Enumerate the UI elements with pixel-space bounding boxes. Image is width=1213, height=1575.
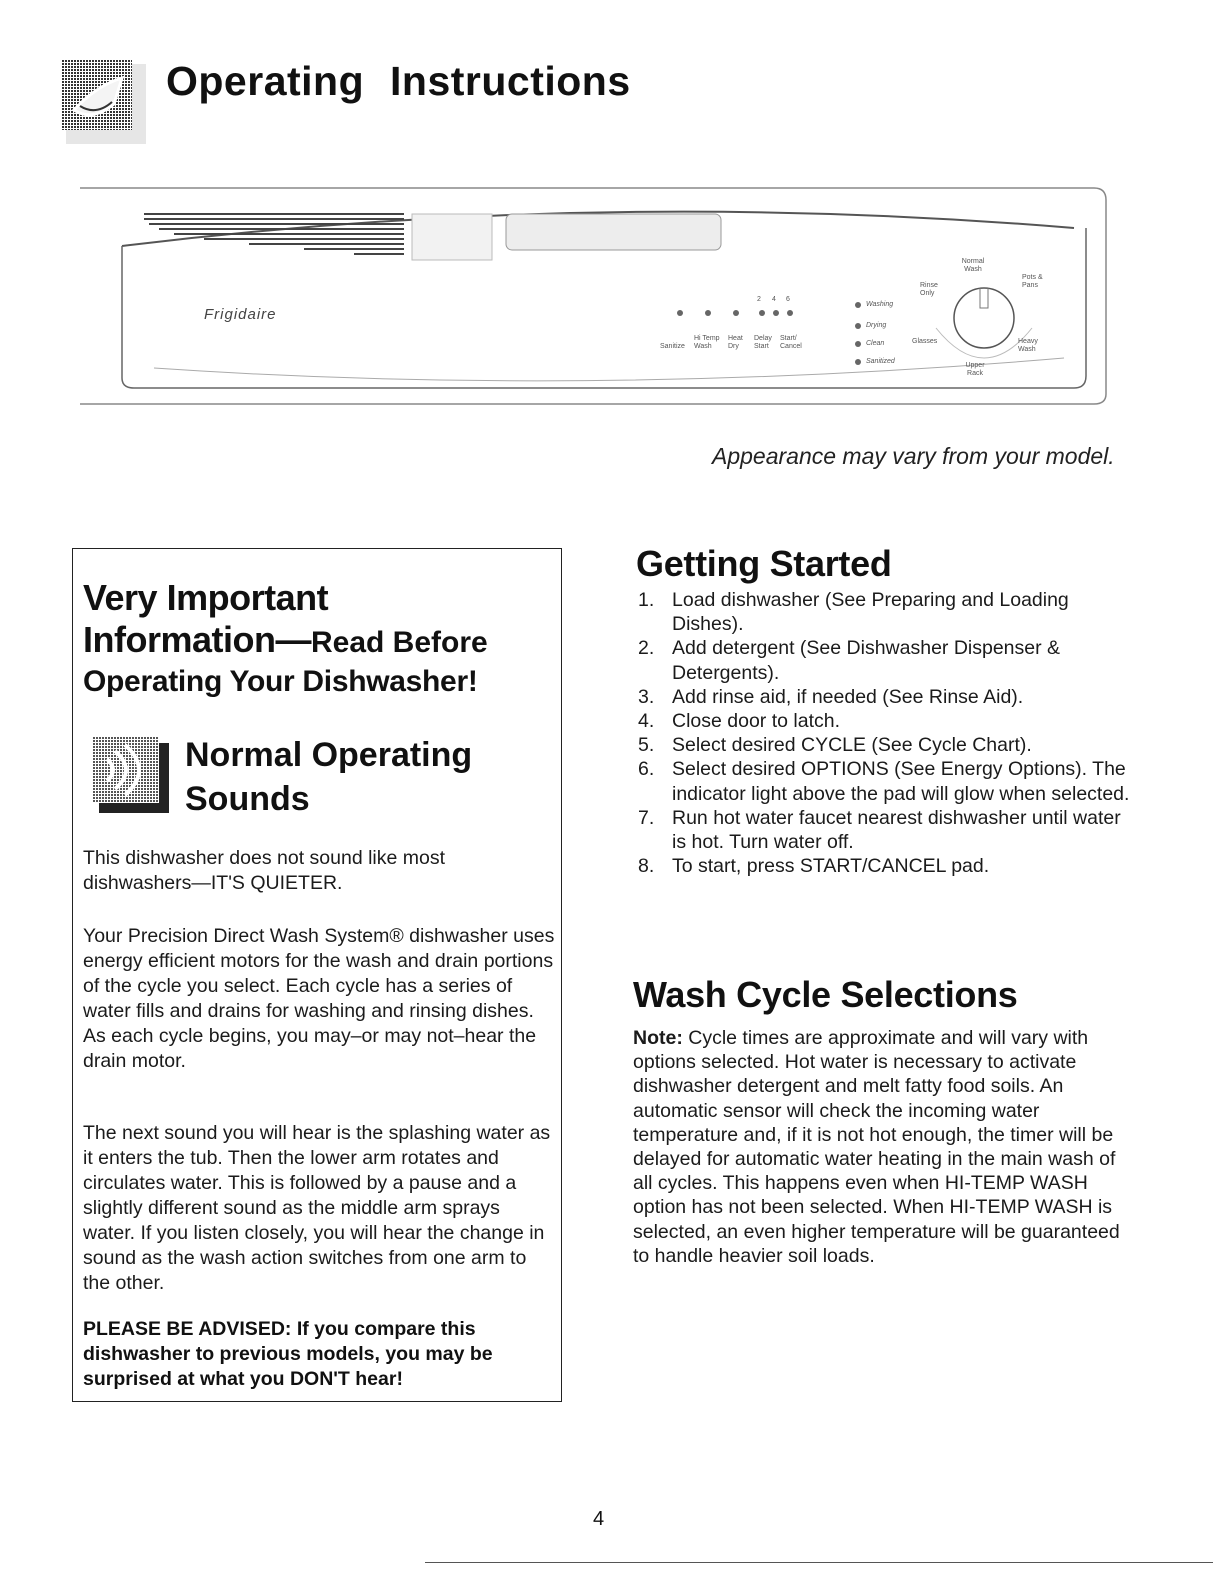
step-text: Add detergent (See Dishwasher Dispenser & Detergents). [672,637,1061,684]
delay-hour-label: 2 [757,296,761,303]
advisory-text: PLEASE BE ADVISED: If you compare this dishwasher to previous models, you may be surprised at what you DON'T hear! [83,1318,493,1390]
steps-list [636,588,1136,878]
step-number: 7. [638,806,655,829]
step-text: To start, press START/CANCEL pad. [672,855,990,878]
status-label: Clean [866,340,885,347]
step-text: Select desired CYCLE (See Cycle Chart). [672,734,1032,757]
step-number: 6. [638,758,655,781]
option-label: Delay Start [754,335,772,350]
status-label: Drying [866,322,887,329]
step-number: 5. [638,734,655,757]
page-title: Operating Instructions [166,58,631,104]
control-panel-illustration [74,178,1114,416]
box-heading-line-2 [83,619,488,661]
important-info-box [72,548,562,1402]
status-label: Sanitized [866,358,895,365]
sounds-title-line-2: Sounds [185,780,310,818]
dial-label: Upper Rack [965,362,985,377]
list-item [636,757,1136,805]
list-item [636,806,1136,854]
step-number: 2. [638,637,655,660]
step-number: 3. [638,685,655,708]
note-text: Cycle times are approximate and will vary with options selected. Hot water is necessary to activate dishwasher detergent and melt fatty food soils. An automatic sensor will check the incoming water temperature and, if it is not hot enough, the timer will be delayed for automatic water heating in the main wash of all cycles. This happens even when HI-TEMP WASH option has not been selected. When HI-TEMP WASH is selected, an even higher temperature will be guaranteed to handle heavier soil loads. [633,1027,1120,1267]
dial-label: Rinse Only [920,282,938,297]
list-item [636,709,1136,733]
illustration-caption: Appearance may vary from your model. [712,443,1115,469]
dial-label: Normal Wash [961,258,985,273]
option-label: Sanitize [660,343,685,350]
section-title-sounds [185,733,472,821]
list-item [636,733,1136,757]
status-label: Washing [866,301,894,308]
box-heading-line-2-big: Information— [83,619,311,660]
section-title-wash-cycle: Wash Cycle Selections [633,974,1018,1015]
dishwasher-icon [62,60,148,146]
brand-logo: Frigidaire [204,306,277,323]
list-item [636,685,1136,709]
box-heading-line-3: Operating Your Dishwasher! [83,665,478,698]
list-item [636,854,1136,878]
paragraph: This dishwasher does not sound like most dishwashers—IT'S QUIETER. [83,847,446,894]
sound-waves-icon [93,737,173,817]
box-heading-line-2-small: Read Before [310,626,488,659]
paragraph: The next sound you will hear is the splashing water as it enters the tub. Then the lower arm rotates and circulates water. This is followed by a pause and a slightly different sound as the middle arm sprays water. If you listen closely, you will hear the change in sound as the wash action switches from one arm to the other. [83,1122,551,1294]
dial-label: Glasses [912,338,938,345]
sounds-title-line-1: Normal Operating [185,736,473,774]
step-number: 1. [638,589,655,611]
step-text: Run hot water faucet nearest dishwasher until water is hot. Turn water off. [672,806,1121,854]
footer-rule [425,1562,1213,1563]
step-text: Load dishwasher (See Preparing and Loading Dishes). [672,589,1069,636]
step-text: Close door to latch. [672,710,841,733]
step-number: 8. [638,855,655,878]
list-item [636,588,1136,636]
step-text: Select desired OPTIONS (See Energy Options). The indicator light above the pad will glow when selected. [672,758,1130,805]
option-label: Hi Temp Wash [694,335,720,350]
list-item [636,636,1136,684]
paragraph: Your Precision Direct Wash System® dishwasher uses energy efficient motors for the wash and drain portions of the cycle you select. Each cycle has a series of water fills and drains for washing and rinsing dishes. As each cycle begins, you may–or may not–hear the drain motor. [83,925,555,1072]
option-label: Start/ Cancel [780,335,802,350]
box-heading-line-1: Very Important [83,577,329,618]
delay-hour-label: 4 [772,296,776,303]
note-label: Note: [633,1027,683,1049]
dial-label: Heavy Wash [1018,338,1038,353]
section-title-getting-started: Getting Started [636,543,892,584]
dial-label: Pots & Pans [1022,274,1043,289]
step-number: 4. [638,710,655,733]
option-label: Heat Dry [728,335,743,350]
delay-hour-label: 6 [786,296,790,303]
wash-cycle-note [633,1026,1128,1268]
page-number: 4 [593,1508,605,1530]
step-text: Add rinse aid, if needed (See Rinse Aid). [672,685,1024,708]
